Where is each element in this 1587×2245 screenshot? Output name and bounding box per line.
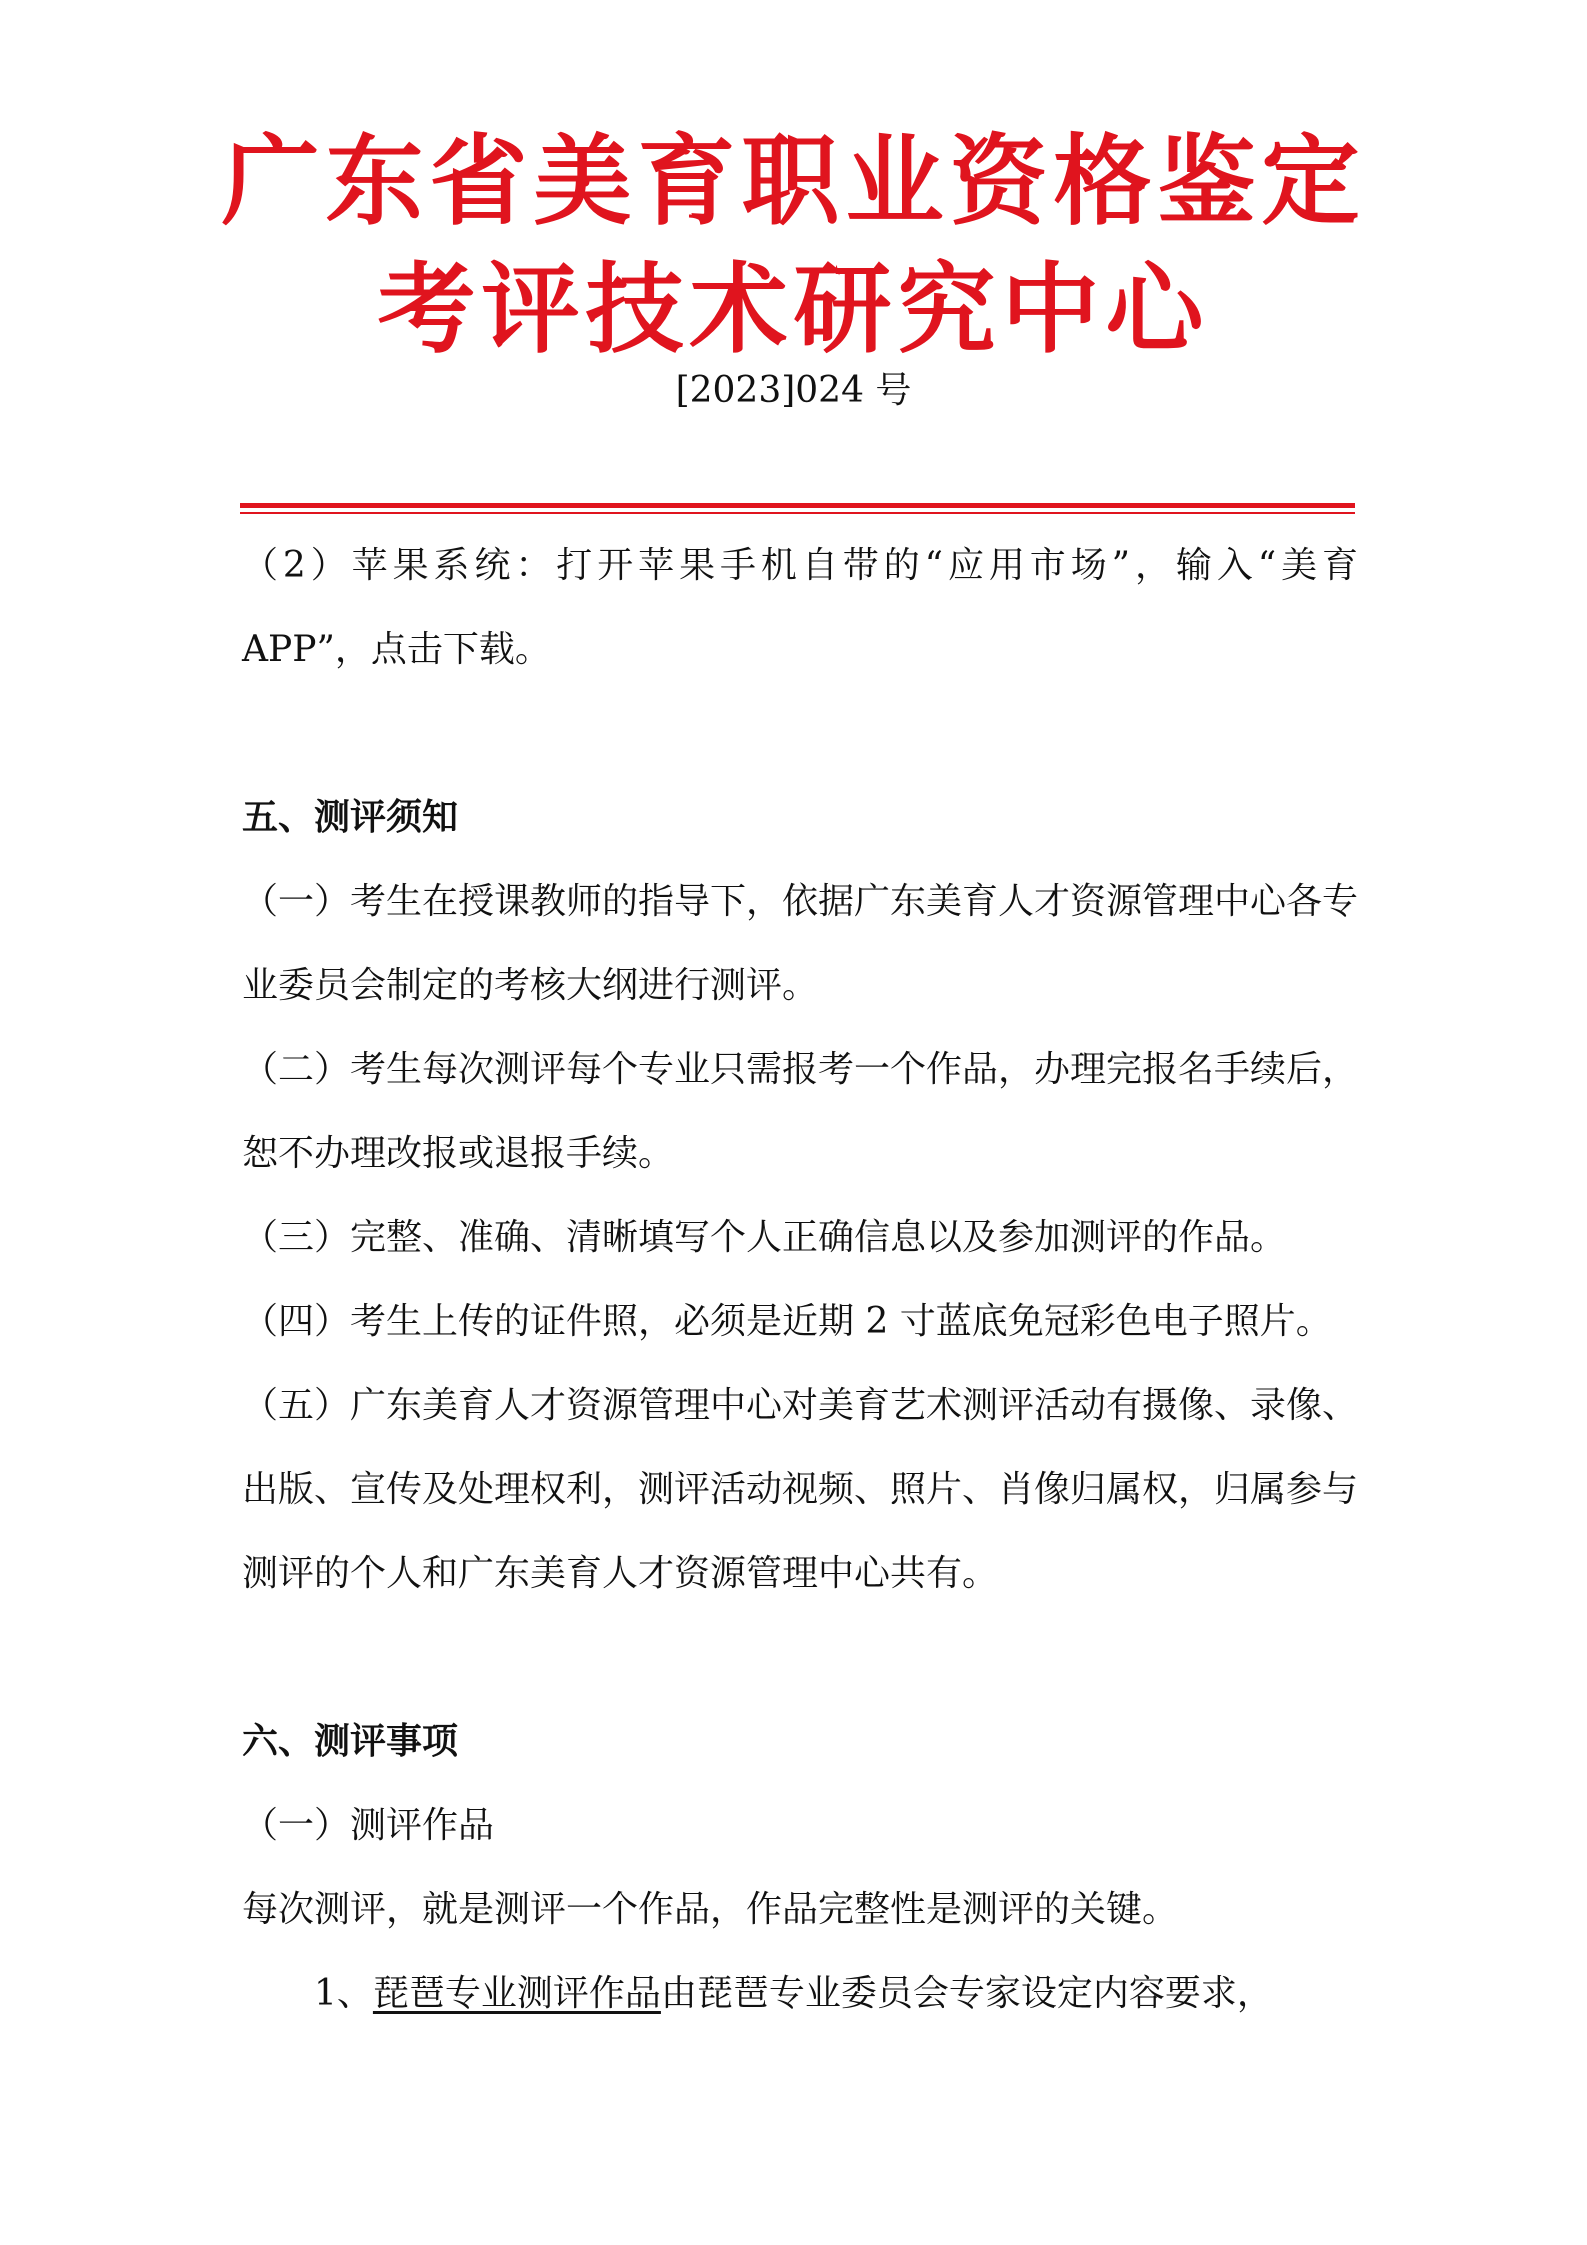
paragraph-apple-download: （2）苹果系统：打开苹果手机自带的“应用市场”，输入“美育 APP”，点击下载。 — [242, 545, 1358, 670]
spacer — [242, 692, 1358, 776]
notice-item-4: （四）考生上传的证件照，必须是近期 2 寸蓝底免冠彩色电子照片。 — [242, 1301, 1332, 1342]
section-heading-evaluation-matters: 六、测评事项 — [242, 1721, 459, 1762]
notice-item-1: （一）考生在授课教师的指导下，依据广东美育人才资源管理中心各专业委员会制定的考核大纲进行测评。 — [242, 881, 1359, 1006]
header-title-line2: 考评技术研究中心 — [377, 253, 1210, 367]
pipa-works-link[interactable]: 琵琶专业测评作品 — [372, 1973, 661, 2014]
section-heading-evaluation-notice: 五、测评须知 — [242, 797, 459, 838]
item-text: 由琵琶专业委员会专家设定内容要求， — [660, 1973, 1273, 2014]
spacer — [242, 1616, 1358, 1700]
notice-item-5: （五）广东美育人才资源管理中心对美育艺术测评活动有摄像、录像、出版、宣传及处理权利，测评活动视频、照片、肖像归属权，归属参与测评的个人和广东美育人才资源管理中心共有。 — [242, 1385, 1359, 1594]
subsection-evaluation-works: （一）测评作品 — [242, 1805, 495, 1846]
notice-item-3: （三）完整、准确、清晰填写个人正确信息以及参加测评的作品。 — [242, 1217, 1287, 1258]
header-divider-thin — [240, 512, 1355, 514]
notice-item-2: （二）考生每次测评每个专业只需报考一个作品，办理完报名手续后，恕不办理改报或退报手续。 — [242, 1049, 1359, 1174]
document-body — [242, 524, 1358, 2036]
item-pipa-works — [242, 1952, 1358, 2036]
header-title-line1: 广东省美育职业资格鉴定 — [221, 125, 1366, 239]
paragraph-evaluation-works: 每次测评，就是测评一个作品，作品完整性是测评的关键。 — [242, 1889, 1179, 1930]
document-number: [2023]024 号 — [675, 370, 912, 411]
item-number: 1、 — [314, 1973, 373, 2014]
header-divider-thick — [240, 503, 1355, 508]
